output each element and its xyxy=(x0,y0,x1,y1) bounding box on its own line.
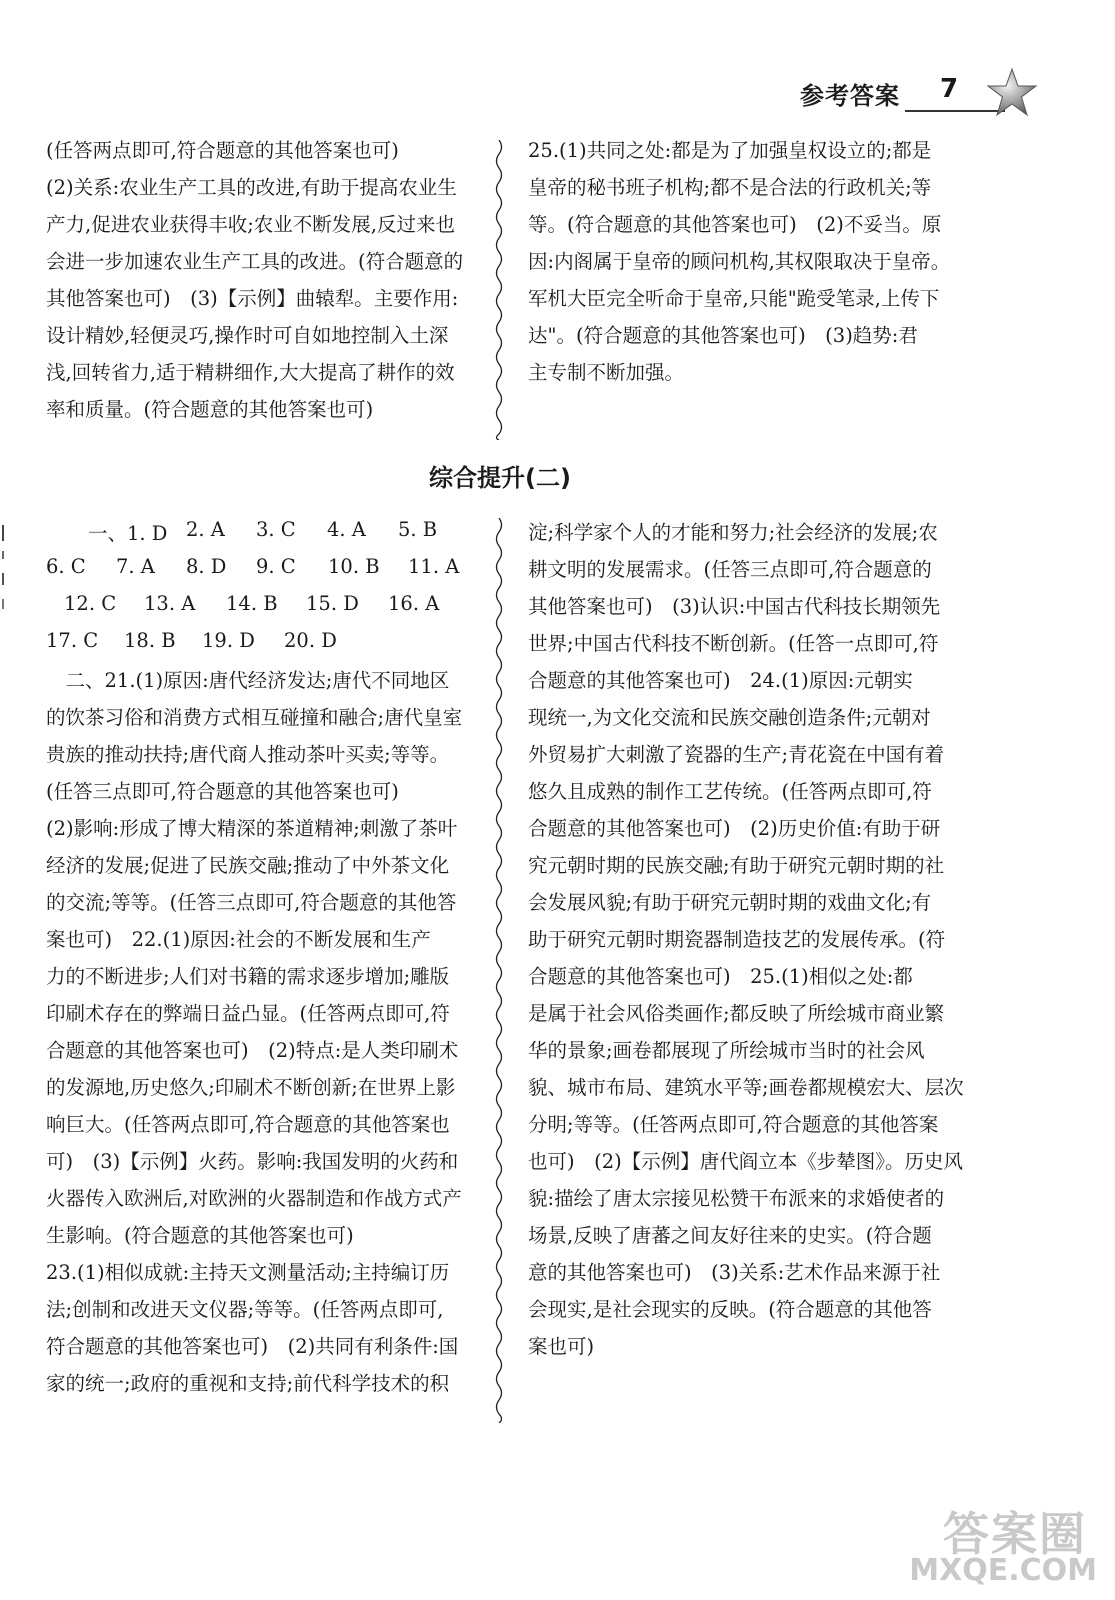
mc-answer: 15. D xyxy=(306,592,359,615)
mc-answer: 7. A xyxy=(116,555,155,578)
text-line: 二、21.(1)原因:唐代经济发达;唐代不同地区 xyxy=(46,669,450,692)
mc-answer: 12. C xyxy=(64,592,117,615)
mc-answer: 8. D xyxy=(186,555,227,578)
text-line: 华的景象;画卷都展现了所绘城市当时的社会风 xyxy=(528,1039,925,1062)
text-line: 产力,促进农业获得丰收;农业不断发展,反过来也 xyxy=(46,213,455,236)
mc-row xyxy=(46,592,486,622)
top-right-column xyxy=(528,132,950,391)
top-left-column xyxy=(46,132,463,428)
text-line: 耕文明的发展需求。(任答三点即可,符合题意的 xyxy=(528,558,932,581)
text-line: 分明;等等。(任答两点即可,符合题意的其他答案 xyxy=(528,1113,939,1136)
text-line: 力的不断进步;人们对书籍的需求逐步增加;雕版 xyxy=(46,965,450,988)
text-line: 家的统一;政府的重视和支持;前代科学技术的积 xyxy=(46,1372,450,1395)
text-line: 法;创制和改进天文仪器;等等。(任答两点即可, xyxy=(46,1298,444,1321)
bottom-right-column xyxy=(528,514,964,1365)
text-line: 究元朝时期的民族交融;有助于研究元朝时期的社 xyxy=(528,854,945,877)
text-line: 设计精妙,轻便灵巧,操作时可自如地控制入土深 xyxy=(46,324,449,347)
text-line: 助于研究元朝时期瓷器制造技艺的发展传承。(符 xyxy=(528,928,946,951)
text-line: 的发源地,历史悠久;印刷术不断创新;在世界上影 xyxy=(46,1076,456,1099)
text-line: 主专制不断加强。 xyxy=(528,361,685,384)
text-line: 23.(1)相似成就:主持天文测量活动;主持编订历 xyxy=(46,1261,450,1284)
page-number: 7 xyxy=(940,74,959,104)
text-line: 军机大臣完全听命于皇帝,只能"跪受笔录,上传下 xyxy=(528,287,940,310)
mc-answer: 14. B xyxy=(226,592,278,615)
mc-answer: 10. B xyxy=(328,555,380,578)
text-line: 悠久且成熟的制作工艺传统。(任答两点即可,符 xyxy=(528,780,932,803)
header-title: 参考答案 xyxy=(800,82,900,110)
page-header xyxy=(800,72,1060,122)
text-line: 火器传入欧洲后,对欧洲的火器制造和作战方式产 xyxy=(46,1187,462,1210)
text-line: 生影响。(符合题意的其他答案也可) xyxy=(46,1224,354,1247)
mc-answer: 16. A xyxy=(388,592,440,615)
mc-answer: 19. D xyxy=(202,629,255,652)
mc-answer: 11. A xyxy=(408,555,460,578)
text-line: 其他答案也可) (3)【示例】曲辕犁。主要作用: xyxy=(46,287,459,310)
text-line: 淀;科学家个人的才能和努力;社会经济的发展;农 xyxy=(528,521,938,544)
watermark-bottom: MXQE.COM xyxy=(909,1553,1097,1588)
text-line: 案也可) 22.(1)原因:社会的不断发展和生产 xyxy=(46,928,431,951)
text-line: 合题意的其他答案也可) (2)特点:是人类印刷术 xyxy=(46,1039,459,1062)
wavy-divider xyxy=(492,140,506,440)
scan-edge-marks xyxy=(0,525,8,615)
text-line: 合题意的其他答案也可) 25.(1)相似之处:都 xyxy=(528,965,913,988)
text-line: 会进一步加速农业生产工具的改进。(符合题意的 xyxy=(46,250,464,273)
text-line: 因:内阁属于皇帝的顾问机构,其权限取决于皇帝。 xyxy=(528,250,951,273)
mc-answer: 4. A xyxy=(327,518,366,541)
mc-answer: 一、1. D xyxy=(88,522,168,545)
mc-answer: 5. B xyxy=(398,518,438,541)
text-line: 会现实,是社会现实的反映。(符合题意的其他答 xyxy=(528,1298,932,1321)
text-line: 外贸易扩大刺激了瓷器的生产;青花瓷在中国有着 xyxy=(528,743,945,766)
text-line: 率和质量。(符合题意的其他答案也可) xyxy=(46,398,374,421)
mc-row xyxy=(46,555,486,585)
bottom-left-column xyxy=(46,662,462,1402)
text-line: 响巨大。(任答两点即可,符合题意的其他答案也 xyxy=(46,1113,450,1136)
mc-answer: 2. A xyxy=(186,518,225,541)
mc-answer: 3. C xyxy=(256,518,296,541)
mc-row xyxy=(46,629,486,659)
text-line: 案也可) xyxy=(528,1335,595,1358)
text-line: 合题意的其他答案也可) 24.(1)原因:元朝实 xyxy=(528,669,913,692)
text-line: 现统一,为文化交流和民族交融创造条件;元朝对 xyxy=(528,706,931,729)
mc-answer: 13. A xyxy=(144,592,196,615)
text-line: 意的其他答案也可) (3)关系:艺术作品来源于社 xyxy=(528,1261,941,1284)
text-line: 25.(1)共同之处:都是为了加强皇权设立的;都是 xyxy=(528,139,932,162)
mc-answer: 6. C xyxy=(46,555,86,578)
text-line: (2)关系:农业生产工具的改进,有助于提高农业生 xyxy=(46,176,457,199)
text-line: 的交流;等等。(任答三点即可,符合题意的其他答 xyxy=(46,891,457,914)
section-title: 综合提升(二) xyxy=(429,464,571,492)
text-line: 会发展风貌;有助于研究元朝时期的戏曲文化;有 xyxy=(528,891,932,914)
mc-answer: 17. C xyxy=(46,629,99,652)
mc-answer: 20. D xyxy=(284,629,337,652)
watermark-logo xyxy=(887,1498,1097,1588)
watermark-top: 答案圈 xyxy=(943,1507,1087,1561)
text-line: 世界;中国古代科技不断创新。(任答一点即可,符 xyxy=(528,632,939,655)
text-line: 是属于社会风俗类画作;都反映了所绘城市商业繁 xyxy=(528,1002,945,1025)
mc-answer: 9. C xyxy=(256,555,296,578)
text-line: 皇帝的秘书班子机构;都不是合法的行政机关;等 xyxy=(528,176,932,199)
text-line: 合题意的其他答案也可) (2)历史价值:有助于研 xyxy=(528,817,941,840)
text-line: 可) (3)【示例】火药。影响:我国发明的火药和 xyxy=(46,1150,459,1173)
wavy-divider xyxy=(492,518,506,1423)
star-icon xyxy=(985,66,1039,120)
text-line: 符合题意的其他答案也可) (2)共同有利条件:国 xyxy=(46,1335,459,1358)
text-line: (2)影响:形成了博大精深的茶道精神;刺激了茶叶 xyxy=(46,817,458,840)
text-line: 贵族的推动扶持;唐代商人推动茶叶买卖;等等。 xyxy=(46,743,450,766)
mc-row xyxy=(46,518,486,548)
text-line: 其他答案也可) (3)认识:中国古代科技长期领先 xyxy=(528,595,941,618)
text-line: 达"。(符合题意的其他答案也可) (3)趋势:君 xyxy=(528,324,918,347)
text-line: (任答两点即可,符合题意的其他答案也可) xyxy=(46,139,399,162)
text-line: 经济的发展;促进了民族交融;推动了中外茶文化 xyxy=(46,854,450,877)
mc-answer: 18. B xyxy=(124,629,176,652)
text-line: 浅,回转省力,适于精耕细作,大大提高了耕作的效 xyxy=(46,361,455,384)
text-line: 貌:描绘了唐太宗接见松赞干布派来的求婚使者的 xyxy=(528,1187,945,1210)
text-line: 的饮茶习俗和消费方式相互碰撞和融合;唐代皇室 xyxy=(46,706,463,729)
text-line: 场景,反映了唐蕃之间友好往来的史实。(符合题 xyxy=(528,1224,932,1247)
text-line: 貌、城市布局、建筑水平等;画卷都规模宏大、层次 xyxy=(528,1076,964,1099)
text-line: (任答三点即可,符合题意的其他答案也可) xyxy=(46,780,399,803)
text-line: 等。(符合题意的其他答案也可) (2)不妥当。原 xyxy=(528,213,942,236)
text-line: 印刷术存在的弊端日益凸显。(任答两点即可,符 xyxy=(46,1002,450,1025)
text-line: 也可) (2)【示例】唐代阎立本《步辇图》。历史风 xyxy=(528,1150,963,1173)
